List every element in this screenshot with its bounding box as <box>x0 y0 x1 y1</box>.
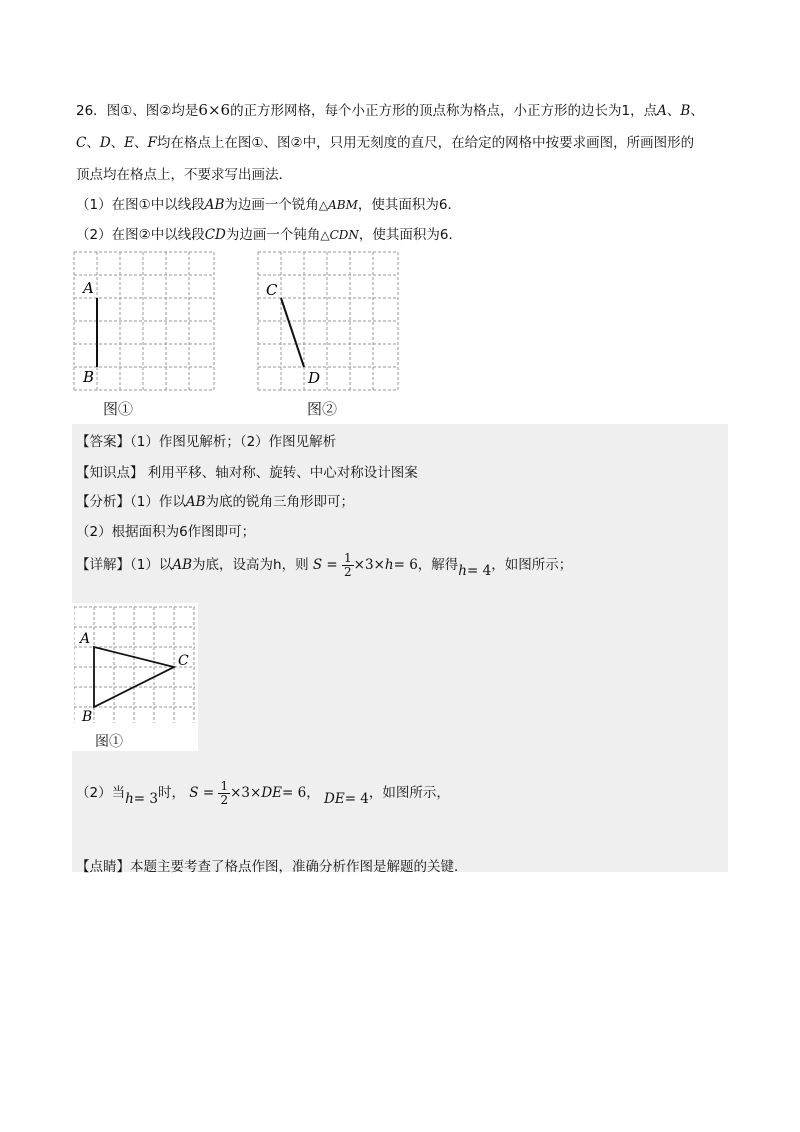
solution-figure-caption: 图① <box>95 734 123 750</box>
label-d: D <box>308 369 321 387</box>
fraction-half: $\frac{1}{2}$ <box>344 550 352 579</box>
figure-1-grid <box>70 248 220 396</box>
problem-line-2: C、D、E、F均在格点上在图①、图②中，只用无刻度的直尺，在给定的网格中按要求画图，所画图形的 <box>76 135 695 151</box>
figure-1-caption: 图① <box>103 400 134 418</box>
segment-cd <box>281 298 304 367</box>
question-2: （2）在图②中以线段CD为边画一个钝角△CDN，使其面积为6． <box>76 227 462 243</box>
figure-2-caption: 图② <box>307 400 338 418</box>
problem-number: 26． <box>76 103 107 119</box>
answer-line: 【答案】（1）作图见解析；（2）作图见解析 <box>76 434 337 450</box>
sol-label-b: B <box>82 709 93 725</box>
figure-2-grid <box>254 248 404 396</box>
analysis-line-2: （2）根据面积为6作图即可； <box>76 524 256 540</box>
sol-label-a: A <box>80 631 91 647</box>
sol-label-c: C <box>178 653 189 669</box>
problem-line-1: 26．图①、图②均是6×6的正方形网格，每个小正方形的顶点称为格点，小正方形的边长为1，点A、B、 <box>76 101 704 119</box>
label-a: A <box>83 279 94 297</box>
detail-line-2: （2）当h= 3时， S = $\frac{1}{2}$ ×3×DE= 6， DE= 4，如图所示， <box>76 778 450 807</box>
detail-line-1: 【详解】（1）以AB为底，设高为h，则 S = $\frac{1}{2}$ ×3×h= 6，解得h= 4，如图所示； <box>76 550 573 579</box>
label-b: B <box>83 368 95 386</box>
fraction-half-2: $\frac{1}{2}$ <box>220 778 229 807</box>
question-1: （1）在图①中以线段AB为边画一个锐角△ABM，使其面积为6． <box>76 197 461 213</box>
knowledge-line: 【知识点】 利用平移、轴对称、旋转、中心对称设计图案 <box>76 465 418 481</box>
label-c: C <box>266 281 278 299</box>
solution-figure-grid <box>74 605 198 725</box>
analysis-line-1: 【分析】（1）作以AB为底的锐角三角形即可； <box>76 494 355 510</box>
problem-line-3: 顶点均在格点上，不要求写出画法． <box>76 167 292 183</box>
comment-line: 【点睛】本题主要考查了格点作图，准确分析作图是解题的关键． <box>76 859 468 875</box>
